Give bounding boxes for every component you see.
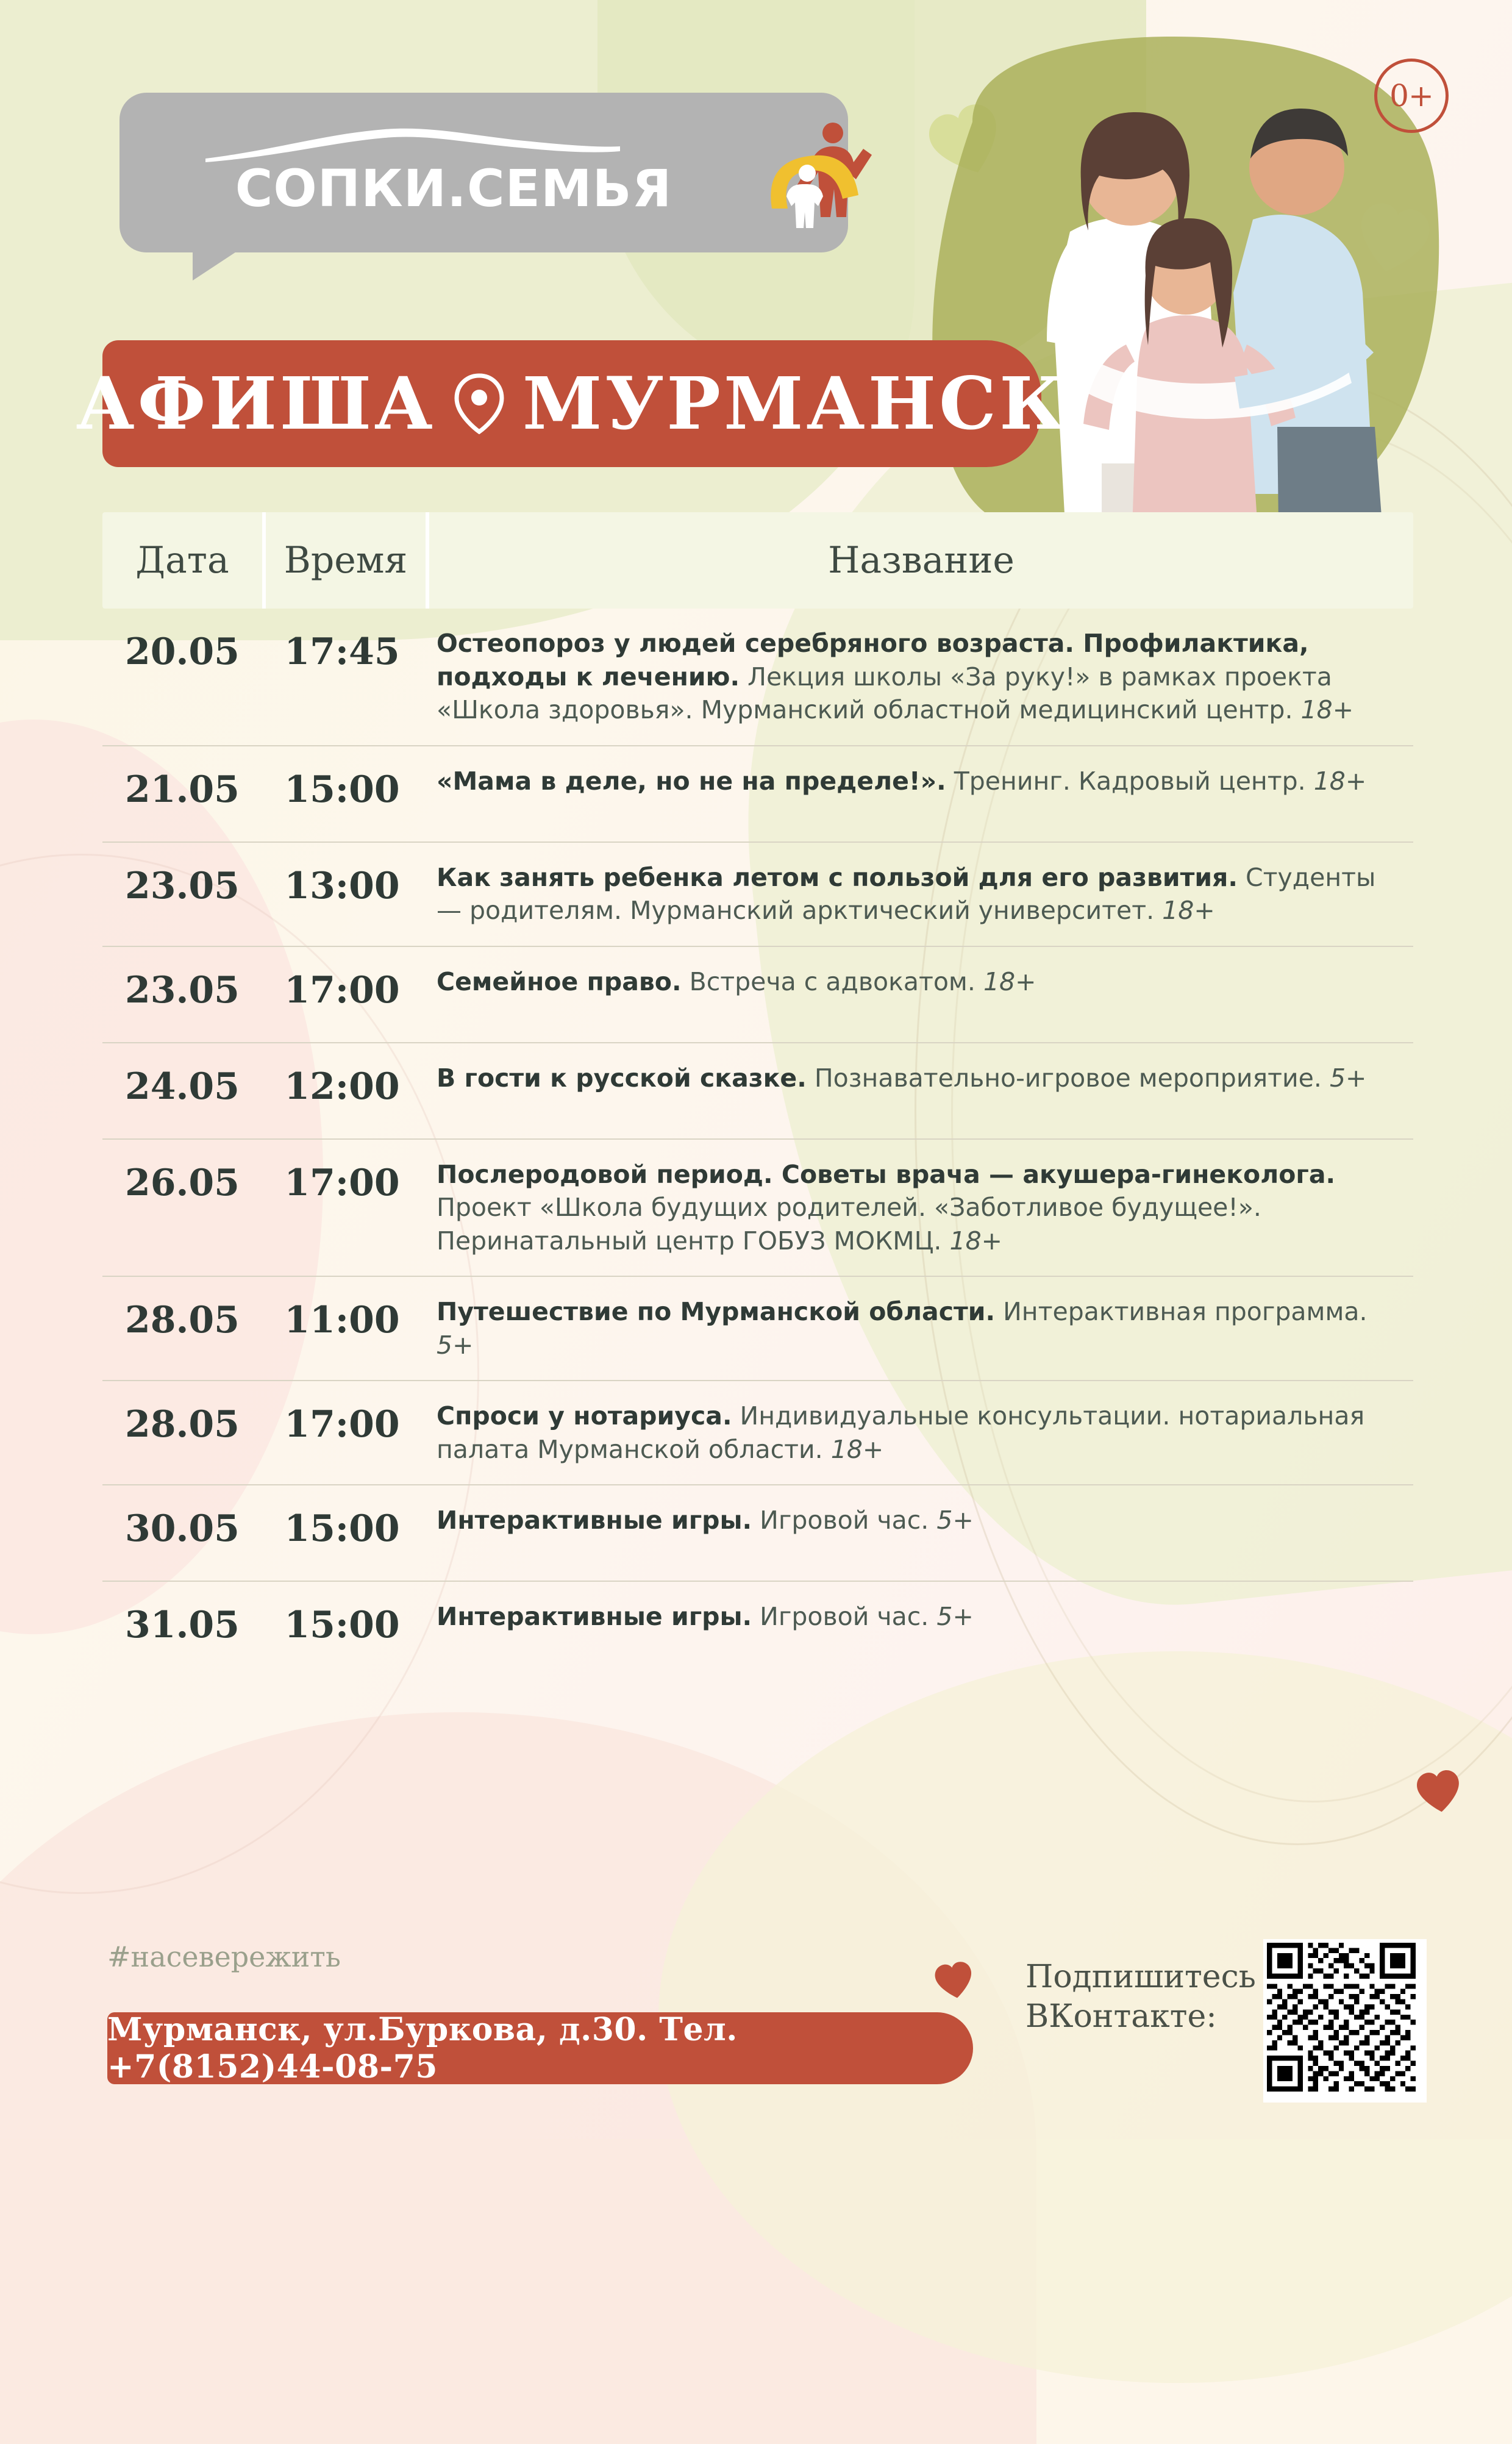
event-age-rating: 18+ [1300,695,1354,725]
event-title: Остеопороз у людей серебряного возраста. Профилактика, подходы к лечению. [437,629,1309,691]
event-age-rating: 5+ [1329,1063,1367,1093]
event-date: 23.05 [125,968,240,1012]
event-date: 28.05 [125,1299,240,1342]
table-row [102,1381,1413,1485]
event-age-rating: 18+ [1162,896,1215,926]
table-row [102,843,1413,947]
table-row [102,1140,1413,1277]
event-title: Послеродовой период. Советы врача — акушера-гинеколога. [437,1159,1336,1189]
table-row [102,1582,1413,1677]
event-description [422,1504,1413,1537]
event-date: 30.05 [125,1507,240,1551]
event-details: Лекция школы «За руку!» в рамках проекта «Школа здоровья». Мурманский областной медицинский центр. [437,662,1332,725]
event-description [422,1158,1413,1258]
event-age-rating: 5+ [936,1602,974,1632]
event-date: 20.05 [125,631,240,673]
table-row [102,746,1413,843]
column-header-date: Дата [135,539,229,582]
event-description [422,627,1413,727]
event-age-rating: 5+ [936,1506,974,1535]
event-details: Игровой час. [752,1506,937,1535]
subscribe-line-2: ВКонтакте: [1025,1998,1217,2035]
column-header-name: Название [828,539,1015,582]
event-date: 31.05 [125,1604,240,1647]
column-header-time: Время [284,539,408,582]
hashtag-text: #насевережить [107,1940,341,1973]
event-details: Интерактивная программа. [995,1297,1368,1327]
table-row [102,1277,1413,1381]
event-title: «Мама в деле, но не на пределе!». [437,766,946,796]
event-age-rating: 5+ [437,1330,474,1360]
table-header-row [102,512,1413,609]
event-time: 12:00 [284,1065,400,1108]
page-title-right: МУРМАНСК [522,361,1068,446]
heart-icon-red [1411,1765,1466,1817]
event-details: Тренинг. Кадровый центр. [946,766,1314,796]
event-time: 17:00 [284,968,400,1012]
event-details: Проект «Школа будущих родителей. «Заботливое будущее!». Перинатальный центр ГОБУЗ МОКМЦ. [437,1193,1261,1256]
event-title: Интерактивные игры. [437,1602,752,1632]
event-description [422,861,1413,927]
age-rating-badge: 0+ [1374,59,1449,133]
event-time: 17:00 [284,1161,400,1204]
table-row [102,947,1413,1043]
event-date: 26.05 [125,1161,240,1204]
table-body [102,609,1413,1677]
event-description [422,1399,1413,1466]
family-figures-icon [741,117,875,233]
event-date: 28.05 [125,1403,240,1446]
heart-icon-red-small [930,1957,979,2003]
event-details: Игровой час. [752,1602,937,1632]
logo [119,93,848,276]
event-date: 23.05 [125,864,240,907]
location-pin-icon [453,373,505,434]
event-description [422,765,1413,798]
event-date: 21.05 [125,768,240,811]
event-age-rating: 18+ [983,967,1036,996]
event-time: 15:00 [284,768,400,811]
table-row [102,1043,1413,1140]
event-age-rating: 18+ [830,1434,884,1464]
event-time: 17:45 [284,631,400,673]
poster-title-banner [76,340,1068,467]
event-title: В гости к русской сказке. [437,1063,807,1093]
event-description [422,1062,1413,1095]
table-row [102,1485,1413,1582]
event-title: Спроси у нотариуса. [437,1401,732,1431]
event-time: 15:00 [284,1604,400,1647]
page-title-left: АФИША [76,361,436,446]
event-details: Встреча с адвокатом. [681,967,983,996]
logo-text: СОПКИ.СЕМЬЯ [235,159,672,218]
event-time: 17:00 [284,1403,400,1446]
event-time: 13:00 [284,864,400,907]
event-details: Индивидуальные консультации. нотариальная палата Мурманской области. [437,1401,1365,1464]
event-title: Путешествие по Мурманской области. [437,1297,996,1327]
event-date: 24.05 [125,1065,240,1108]
table-row [102,609,1413,746]
event-title: Интерактивные игры. [437,1506,752,1535]
event-time: 11:00 [284,1299,400,1342]
mountain-icon [202,121,622,163]
event-description [422,1600,1413,1634]
event-details: Студенты — родителям. Мурманский арктический университет. [437,862,1376,926]
qr-code[interactable] [1263,1939,1427,2103]
event-time: 15:00 [284,1507,400,1551]
event-details: Познавательно-игровое мероприятие. [806,1063,1330,1093]
event-title: Семейное право. [437,967,682,996]
subscribe-line-1: Подпишитесь [1025,1959,1256,1995]
event-age-rating: 18+ [1313,766,1367,796]
event-description [422,965,1413,999]
event-description [422,1295,1413,1362]
event-title: Как занять ребенка летом с пользой для его развития. [437,862,1238,892]
schedule-table [102,512,1413,1677]
subscribe-text [1025,1957,1256,2037]
event-age-rating: 18+ [949,1226,1003,1256]
address-banner: Мурманск, ул.Буркова, д.30. Тел. +7(8152)44-08-75 [107,2012,973,2084]
